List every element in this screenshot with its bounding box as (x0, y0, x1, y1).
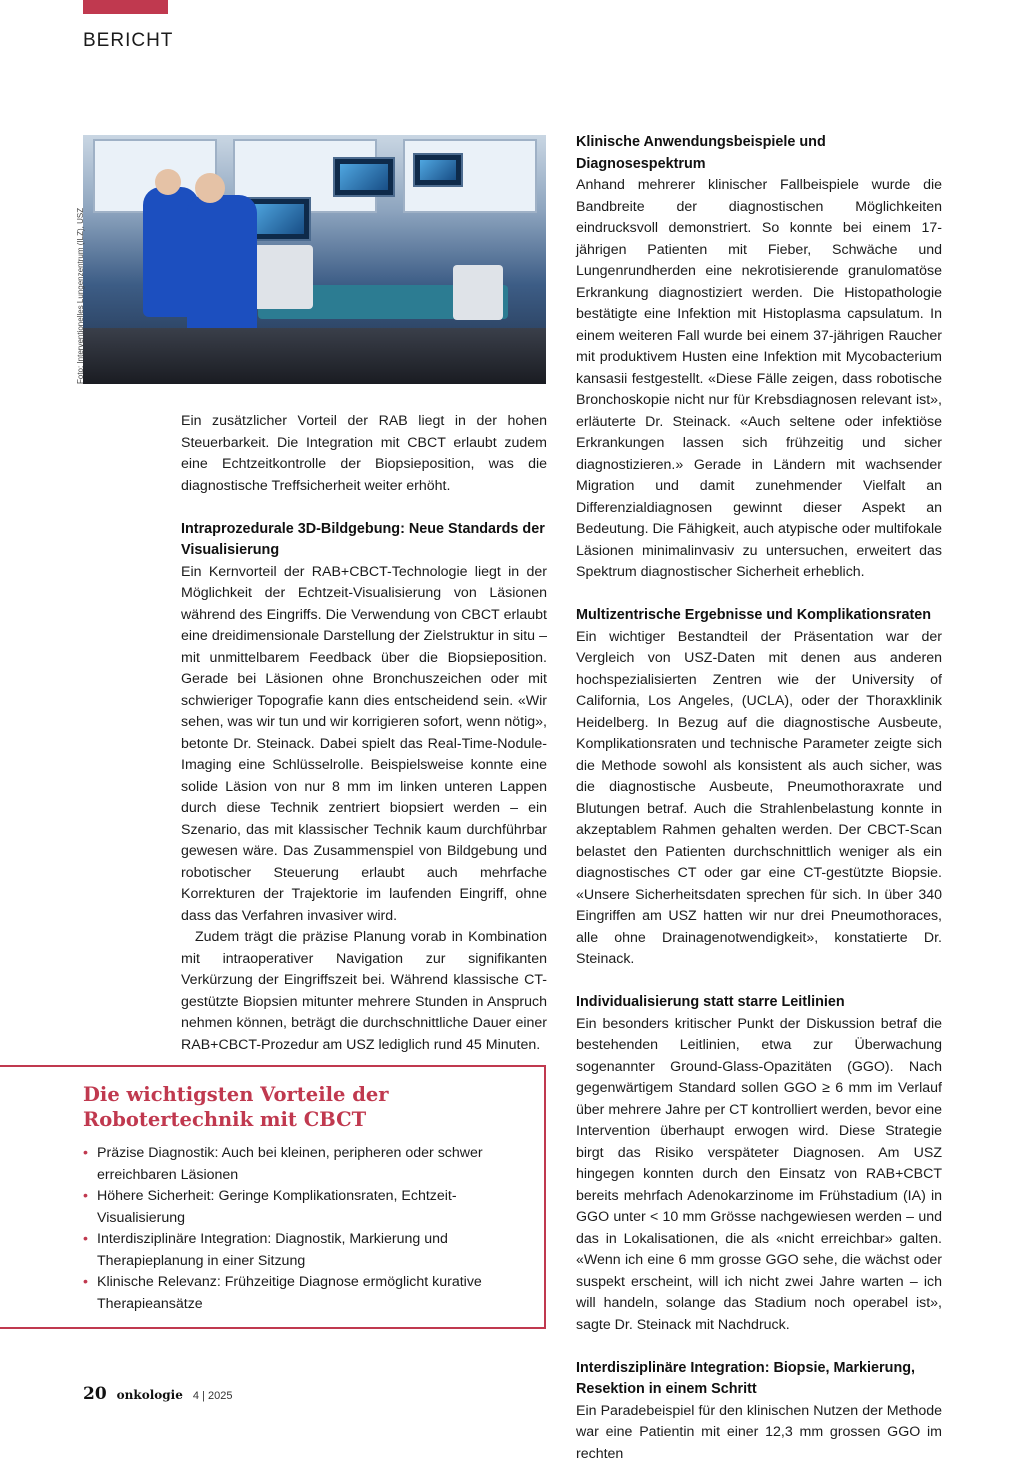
subheading: Interdisziplinäre Integration: Biopsie, Markierung, Resektion in einem Schritt (576, 1358, 942, 1401)
subheading: Klinische Anwendungsbeispiele und Diagnosespektrum (576, 132, 942, 175)
left-column (181, 411, 547, 1056)
bullet-icon: • (83, 1272, 88, 1294)
list-item (83, 1229, 523, 1272)
photo-head (155, 169, 181, 195)
photo-monitor (413, 153, 463, 187)
paragraph: Ein wichtiger Bestandteil der Präsentation war der Vergleich von USZ-Daten mit denen aus anderen hochspezialisierten Zentren wie der University of California, Los Angeles, (UCLA), oder der Thoraxklinik Heidelberg. In Bezug auf die diagnostische Ausbeute, Komplikationsraten und technische Parameter zeigte sich die Methode sowohl als konsistent als auch sicher, was die diagnostische Ausbeute, Pneumothoraxrate und Blutungen betraf. Auch die Strahlenbelastung konnte in akzeptablem Rahmen gehalten werden. Der CBCT-Scan belastet den Patienten durchschnittlich weniger als ein diagnostisches CT oder gar eine CT-gestützte Biopsie. «Unsere Sicherheitsdaten sprechen für sich. In über 340 Eingriffen am USZ hatten wir nur drei Pneumothoraces, alle ohne Drainagenotwendigkeit», konstatierte Dr. Steinack. (576, 627, 942, 971)
photo-monitor (333, 157, 395, 197)
page-footer (83, 1384, 232, 1404)
article-photo (83, 135, 546, 384)
section-label: BERICHT (83, 30, 173, 52)
list-item-text: Interdisziplinäre Integration: Diagnostik, Markierung und Therapieplanung in einer Sitzung (97, 1231, 448, 1269)
accent-bar (83, 0, 168, 14)
photo-credit: Foto: Interventionelles Lungenzentrum (ILZ), USZ (76, 208, 85, 384)
paragraph: Ein Paradebeispiel für den klinischen Nutzen der Methode war eine Patientin mit einer 12,3 mm grossen GGO im rechten (576, 1401, 942, 1465)
photo-cart (453, 265, 503, 320)
subheading: Intraprozedurale 3D-Bildgebung: Neue Standards der Visualisierung (181, 519, 547, 562)
paragraph-gap (576, 1336, 942, 1358)
page-number: 20 (83, 1384, 107, 1404)
list-item-text: Höhere Sicherheit: Geringe Komplikationsraten, Echtzeit-Visualisierung (97, 1188, 457, 1226)
paragraph-gap (181, 497, 547, 519)
paragraph-gap (576, 971, 942, 993)
list-item (83, 1186, 523, 1229)
magazine-name: onkologie (117, 1388, 183, 1402)
subheading: Individualisierung statt starre Leitlinien (576, 992, 942, 1014)
paragraph: Anhand mehrerer klinischer Fallbeispiele wurde die Bandbreite der diagnostischen Möglichkeiten eindrucksvoll demonstriert. So konnte bei einem 17-jährigen Patienten mit Fieber, Schwäche und Lungenrundherden eine nekrotisierende granulomatöse Erkrankung diagnostiziert werden. Die Histopathologie bestätigte eine Infektion mit Histoplasma capsulatum. In einem weiteren Fall wurde bei einem 37-jährigen Raucher mit produktivem Husten eine Infektion mit Mycobacterium kansasii festgestellt. «Diese Fälle zeigen, dass robotische Bronchoskopie nicht nur für Krebsdiagnosen relevant ist», erläuterte Dr. Steinack. «Auch seltene oder infektiöse Erkrankungen lassen sich frühzeitig und sicher diagnostizieren.» Gerade in Ländern mit wachsender Migration und damit zunehmender Vielfalt an Differenzialdiagnosen gewinnt dieser Aspekt an Bedeutung. Die Fähigkeit, auch atypische oder multifokale Läsionen minimalinvasiv zu untersuchen, erweitert das Spektrum diagnostischer Sicherheit erheblich. (576, 175, 942, 584)
list-item (83, 1143, 523, 1186)
info-box-title: Die wichtigsten Vorteile der Robotertechnik mit CBCT (83, 1082, 533, 1132)
bullet-icon: • (83, 1143, 88, 1165)
photo-person (187, 195, 257, 345)
bullet-icon: • (83, 1186, 88, 1208)
paragraph: Zudem trägt die präzise Planung vorab in Kombination mit intraoperativer Navigation zur signifikanten Verkürzung der Eingriffszeit bei. Während klassische CT-gestützte Biopsien mitunter mehrere Stunden in Anspruch nehmen können, beträgt die durchschnittliche Dauer einer RAB+CBCT-Prozedur am USZ lediglich rund 45 Minuten. (181, 927, 547, 1056)
photo-floor (83, 328, 546, 384)
list-item-text: Klinische Relevanz: Frühzeitige Diagnose ermöglicht kurative Therapieansätze (97, 1274, 482, 1312)
photo-head (195, 173, 225, 203)
subheading: Multizentrische Ergebnisse und Komplikationsraten (576, 605, 942, 627)
paragraph: Ein besonders kritischer Punkt der Diskussion betraf die bestehenden Leitlinien, etwa zur Überwachung sogenannter Ground-Glass-Opazitäten (GGO). Nach gegenwärtigem Standard sollen GGO ≥ 6 mm im Verlauf über mehrere Jahre per CT kontrolliert werden, bevor eine Intervention überhaupt erwogen wird. Diese Strategie birgt das Risiko verspäteter Diagnosen. Am USZ hingegen konnten durch den Einsatz von RAB+CBCT bereits mehrfach Adenokarzinome im Frühstadium (IA) in GGO unter < 10 mm Grösse nachgewiesen werden – und das in Lokalisationen, die als «nicht erreichbar» galten. «Wenn ich eine 6 mm grosse GGO sehe, die wächst oder suspekt erscheint, will ich nicht zwei Jahre warten – ich will handeln, solange das Stadium noch operabel ist», sagte Dr. Steinack mit Nachdruck. (576, 1014, 942, 1337)
info-box-list (83, 1143, 523, 1315)
bullet-icon: • (83, 1229, 88, 1251)
paragraph: Ein Kernvorteil der RAB+CBCT-Technologie liegt in der Möglichkeit der Echtzeit-Visualisierung von Läsionen während des Eingriffs. Die Verwendung von CBCT erlaubt eine dreidimensionale Darstellung der Zielstruktur in situ – mit unmittelbarem Feedback über die Biopsieposition. Gerade bei Läsionen ohne Bronchuszeichen oder mit schwieriger Topografie kann dies entscheidend sein. «Wir sehen, was wir tun und wir korrigieren sofort, wenn nötig», betonte Dr. Steinack. Dabei spielt das Real-Time-Nodule-Imaging eine Schlüsselrolle. Beispielsweise konnte eine solide Läsion von nur 8 mm im linken unteren Lappen durch diese Technik zentriert biopsiert werden – ein Szenario, das mit klassischer Technik kaum durchführbar gewesen wäre. Das Zusammenspiel von Bildgebung und robotischer Steuerung erlaubt auch mehrfache Korrekturen der Trajektorie im laufenden Eingriff, ohne dass das Verfahren invasiver wird. (181, 562, 547, 928)
right-column (576, 132, 942, 1465)
list-item (83, 1272, 523, 1315)
photo-cart (253, 245, 313, 309)
paragraph: Ein zusätzlicher Vorteil der RAB liegt in der hohen Steuerbarkeit. Die Integration mit CBCT erlaubt zudem eine Echtzeitkontrolle der Biopsieposition, was die diagnostische Treffsicherheit weiter erhöht. (181, 411, 547, 497)
issue-number: 4 | 2025 (193, 1390, 233, 1402)
list-item-text: Präzise Diagnostik: Auch bei kleinen, peripheren oder schwer erreichbaren Läsionen (97, 1145, 483, 1183)
paragraph-gap (576, 584, 942, 606)
